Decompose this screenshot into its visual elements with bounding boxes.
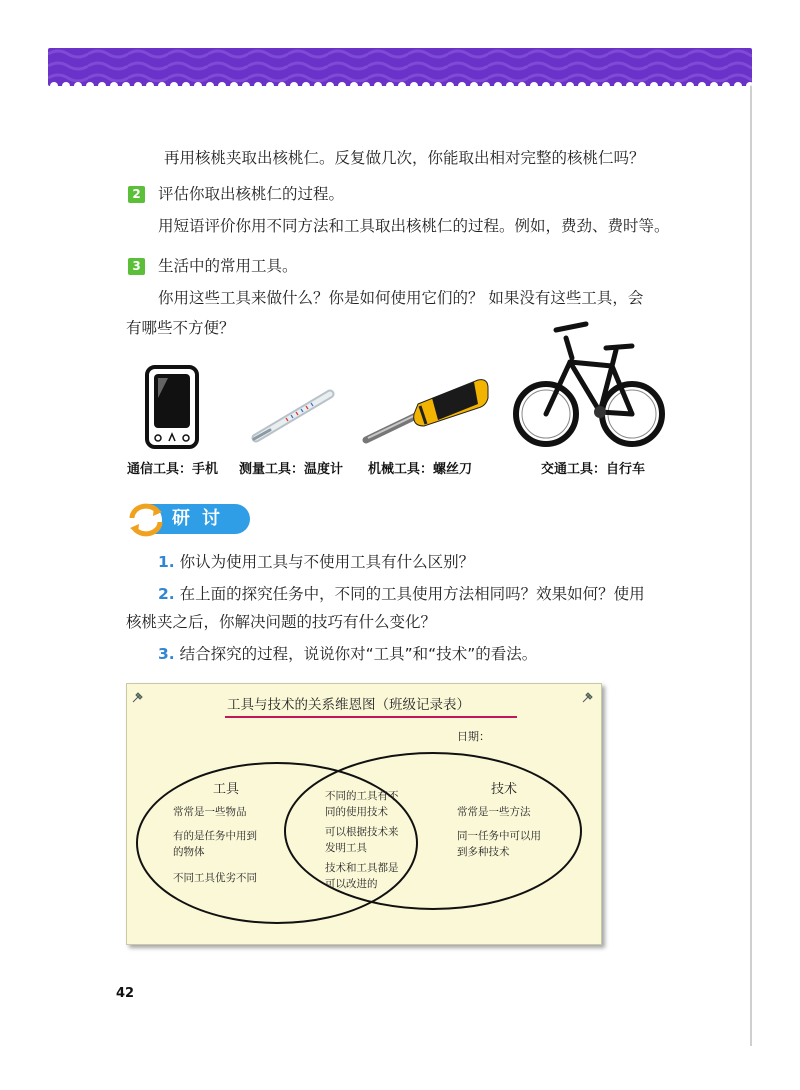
venn-left-item: 常常是一些物品 [173, 806, 247, 818]
intro-line: 再用核桃夹取出核桃仁。反复做几次，你能取出相对完整的核桃仁吗？ [164, 149, 645, 167]
question-2-continued: 核桃夹之后，你解决问题的技巧有什么变化？ [126, 613, 437, 631]
step3-body-line1: 你用这些工具来做什么？你是如何使用它们的？ 如果没有这些工具，会 [158, 289, 644, 307]
thermometer-icon [250, 388, 336, 444]
step2-body: 用短语评价你用不同方法和工具取出核桃仁的过程。例如，费劲、费时等。 [158, 217, 670, 235]
page-edge-rule [750, 86, 752, 1046]
step3-badge: 3 [128, 258, 145, 275]
venn-left-item: 不同工具优劣不同 [173, 872, 257, 884]
page-number: 42 [116, 986, 135, 1001]
question-text: 你认为使用工具与不使用工具有什么区别？ [179, 553, 475, 571]
question-text: 结合探究的过程，说说你对“工具”和“技术”的看法。 [179, 645, 538, 663]
venn-middle-item: 可以根据技术来 [325, 826, 399, 838]
venn-middle-item: 发明工具 [325, 842, 367, 854]
question-1 [158, 550, 474, 574]
screwdriver-icon [360, 374, 492, 448]
question-3 [158, 642, 537, 666]
tool-caption-thermometer: 测量工具：温度计 [239, 462, 344, 477]
venn-left-item: 有的是任务中用到 [173, 830, 257, 842]
venn-right-item: 常常是一些方法 [457, 806, 531, 818]
wave-pattern [48, 48, 752, 86]
venn-left-item: 的物体 [173, 846, 205, 858]
bicycle-icon [508, 320, 670, 450]
question-number: 3. [158, 645, 175, 663]
venn-diagram-card [126, 683, 602, 945]
discuss-label: 研讨 [146, 504, 250, 534]
venn-right-item: 到多种技术 [457, 846, 510, 858]
venn-middle-item: 可以改进的 [325, 878, 378, 890]
venn-title: 工具与技术的关系维恩图（班级记录表） [227, 697, 470, 713]
venn-right-item: 同一任务中可以用 [457, 830, 541, 842]
step3-body-line2: 有哪些不方便？ [126, 319, 235, 337]
question-number: 1. [158, 553, 175, 571]
question-number: 2. [158, 585, 175, 603]
tool-caption-screwdriver: 机械工具：螺丝刀 [368, 462, 473, 477]
discuss-heading [124, 502, 250, 536]
venn-middle-item: 同的使用技术 [325, 806, 388, 818]
venn-middle-item: 不同的工具有不 [325, 790, 399, 802]
header-banner [48, 48, 752, 86]
step3-title: 生活中的常用工具。 [158, 257, 298, 275]
step2-title: 评估你取出核桃仁的过程。 [158, 185, 345, 203]
venn-date-label: 日期： [457, 730, 490, 743]
tool-caption-bicycle: 交通工具：自行车 [541, 462, 646, 477]
venn-left-title: 工具 [213, 782, 240, 797]
question-2 [158, 582, 645, 606]
question-text: 在上面的探究任务中，不同的工具使用方法相同吗？效果如何？使用 [179, 585, 645, 603]
phone-icon [144, 364, 200, 450]
step2-badge: 2 [128, 186, 145, 203]
cycle-arrows-icon [124, 502, 168, 538]
venn-middle-item: 技术和工具都是 [325, 862, 399, 874]
tool-caption-phone: 通信工具：手机 [127, 462, 219, 477]
venn-right-title: 技术 [491, 782, 518, 797]
